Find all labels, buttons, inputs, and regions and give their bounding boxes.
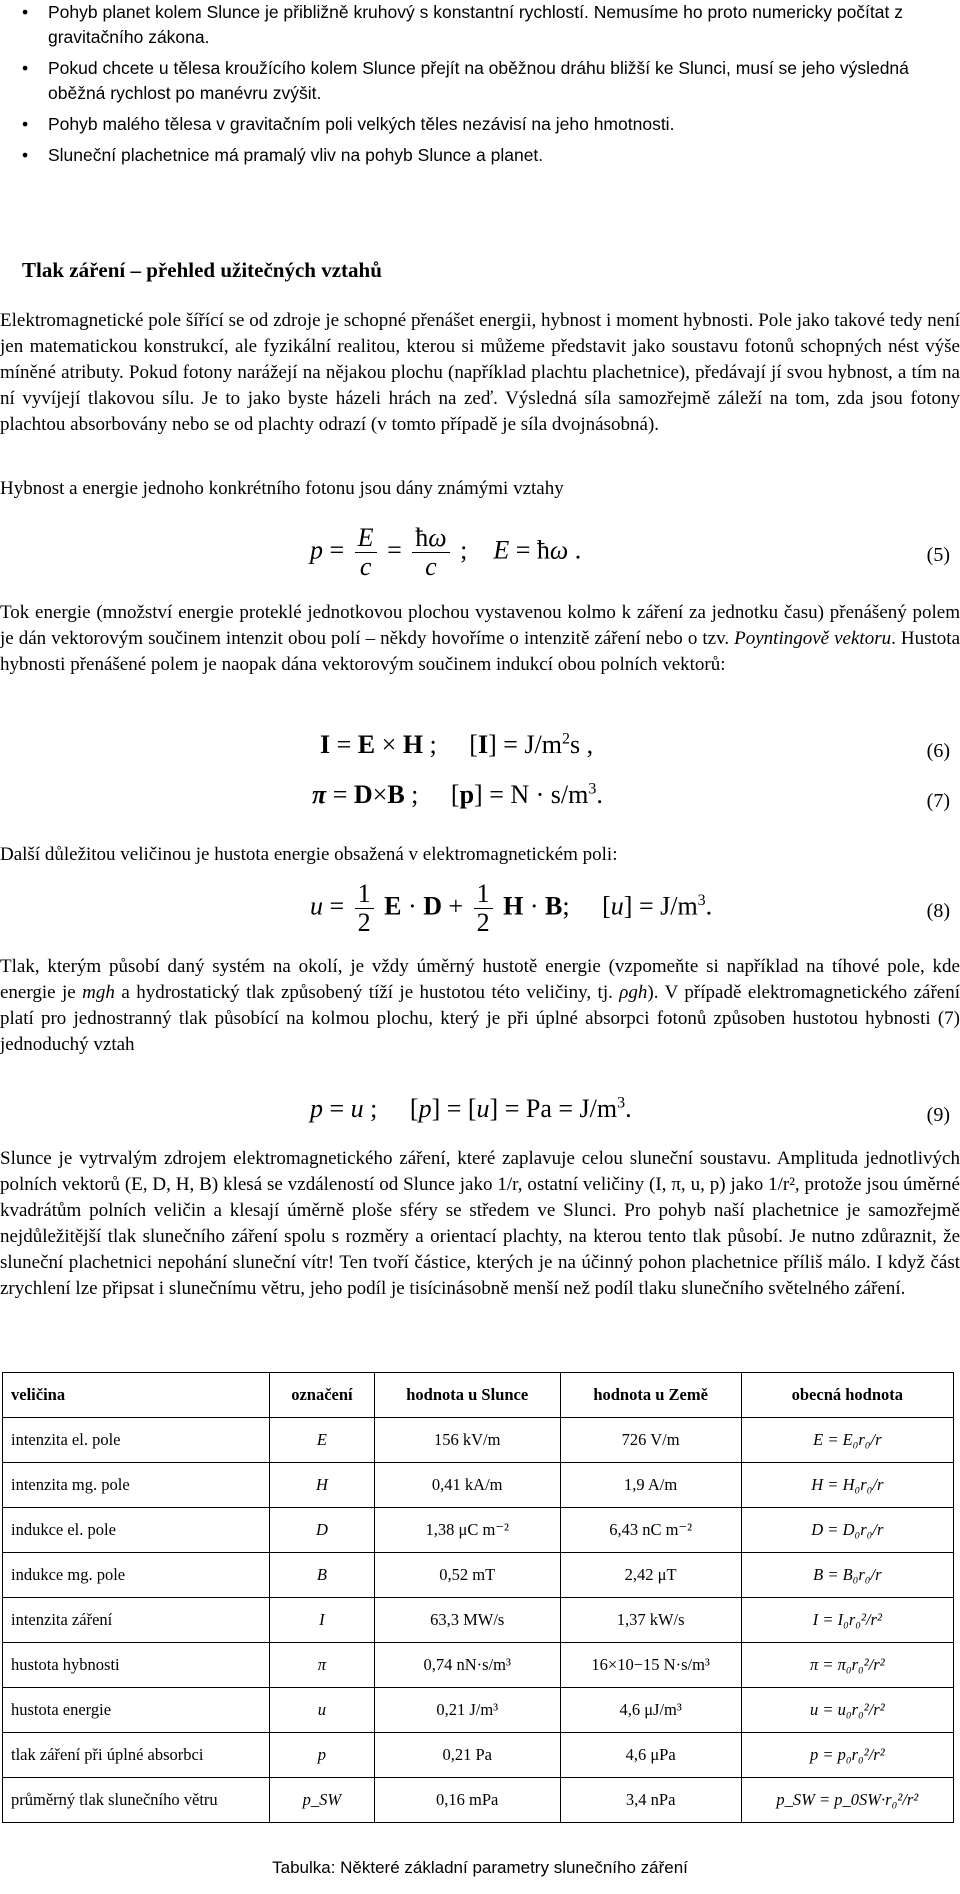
table-cell: indukce el. pole [3, 1508, 270, 1553]
table-cell: 1,38 μC m⁻² [374, 1508, 560, 1553]
equation-6-number: (6) [926, 740, 950, 762]
table-cell: E = E₀r₀/r [741, 1418, 953, 1463]
bullet-item: • Pohyb planet kolem Slunce je přibližně kruhový s konstantní rychlostí. Nemusíme ho proto numericky počítat z gravitačního zákona. [22, 2, 903, 47]
equation-5 [0, 524, 960, 584]
table-cell: u = u₀r₀²/r² [741, 1688, 953, 1733]
table-cell: 0,21 J/m³ [374, 1688, 560, 1733]
table-header-cell: označení [270, 1373, 375, 1418]
table-cell: I = I₀r₀²/r² [741, 1598, 953, 1643]
table-cell: p [270, 1733, 375, 1778]
equation-9-expression: p = u ; $[p] = [u] = Pa = J/m^3$. [310, 1094, 632, 1123]
table-cell: 0,21 Pa [374, 1733, 560, 1778]
table-cell: 4,6 μPa [560, 1733, 741, 1778]
table-cell: hustota hybnosti [3, 1643, 270, 1688]
bullet-item: • Sluneční plachetnice má pramalý vliv na pohyb Slunce a planet. [22, 143, 952, 168]
section-heading: Tlak záření – přehled užitečných vztahů [22, 258, 382, 282]
table-cell: 0,41 kA/m [374, 1463, 560, 1508]
table-header-row [3, 1373, 954, 1418]
table-cell: H [270, 1463, 375, 1508]
table-cell: p_SW [270, 1778, 375, 1823]
table-cell: I [270, 1598, 375, 1643]
table-cell: B [270, 1553, 375, 1598]
bullet-icon: • [22, 114, 29, 134]
table-row [3, 1598, 954, 1643]
paragraph-sun-source: Slunce je vytrvalým zdrojem elektromagnetického záření, které zaplavuje celou sluneční soustavu. Amplituda jednotlivých polních vektorů (E, D, H, B) klesá se vzdáleností od Slunce jako 1/r, ostatní veličiny (I, π, u, p) jako 1/r², protože jsou úměrné kvadrátům polních veličin a klesají úměrně ploše sféry se středem ve Slunci. Pro pohyb naší plachetnice je samozřejmě nejdůležitější tlak slunečního záření spolu s rozměry a orientací plachty, na kterou tento tlak působí. Je nutno zdůraznit, že sluneční plachetnici nepohání sluneční vítr! Ten tvoří částice, kterých je na účinný pohon plachetnice příliš málo. I když část zrychlení lze připsat i slunečnímu větru, jeho podíl je tisícinásobně menší než podíl tlaku slunečního světelného záření. [0, 1148, 960, 1299]
table-row [3, 1508, 954, 1553]
table-cell: 1,37 kW/s [560, 1598, 741, 1643]
table-row [3, 1733, 954, 1778]
table-cell: D = D₀r₀/r [741, 1508, 953, 1553]
table-cell: intenzita mg. pole [3, 1463, 270, 1508]
table-cell: π = π₀r₀²/r² [741, 1643, 953, 1688]
table-row [3, 1778, 954, 1823]
table-cell: 0,52 mT [374, 1553, 560, 1598]
table-caption: Tabulka: Některé základní parametry slunečního záření [272, 1858, 688, 1877]
bullet-item: • Pokud chcete u tělesa kroužícího kolem Slunce přejít na oběžnou dráhu bližší ke Slunci, musí se jeho výsledná oběžná rychlost po manévru zvýšit. [22, 58, 909, 103]
table-cell: 2,42 μT [560, 1553, 741, 1598]
table-row [3, 1463, 954, 1508]
bullet-icon: • [22, 58, 29, 78]
bullet-icon: • [22, 2, 29, 22]
table-cell: tlak záření při úplné absorbci [3, 1733, 270, 1778]
parameters-table [2, 1372, 954, 1823]
table-cell: 1,9 A/m [560, 1463, 741, 1508]
equation-6-expression: I = E × H ; $[I] = J/m^2s$ , [320, 730, 594, 759]
table-cell: 16×10−15 N·s/m³ [560, 1643, 741, 1688]
equation-8 [0, 880, 960, 940]
table-cell: průměrný tlak slunečního větru [3, 1778, 270, 1823]
paragraph-poynting: Tok energie (množství energie proteklé jednotkovou plochou vystavenou kolmo k záření za jednotku času) přenášený polem je dán vektorovým součinem intenzit obou polí – někdy hovoříme o intenzitě záření nebo o tzv. Poyntingově vektoru. Hustota hybnosti přenášené polem je naopak dána vektorovým součinem indukcí obou polních vektorů: [0, 602, 960, 675]
table-cell: D [270, 1508, 375, 1553]
table-cell: B = B₀r₀/r [741, 1553, 953, 1598]
table-header-cell: hodnota u Slunce [374, 1373, 560, 1418]
table-header-cell: veličina [3, 1373, 270, 1418]
equation-7-number: (7) [926, 790, 950, 812]
table-cell: 0,16 mPa [374, 1778, 560, 1823]
table-cell: 4,6 μJ/m³ [560, 1688, 741, 1733]
paragraph-pressure: Tlak, kterým působí daný systém na okolí, je vždy úměrný hustotě energie (vzpomeňte si například na tíhové pole, kde energie je mgh a hydrostatický tlak způsobený tíží je hustotou této veličiny, tj. ρgh). V případě elektromagnetického záření platí pro jednostranný tlak působící na kolmou plochu, který je při úplné absorpci fotonů způsoben hustotou hybnosti (7) jednoduchý vztah [0, 956, 960, 1055]
equation-7-expression: π = D×B ; $[p] = N \cdot s/m^3$. [312, 780, 603, 809]
equation-5-expression: p = $\frac{E}{c}$ = $\frac{ħ\omega}{c}$ ; E = ħω . [310, 523, 582, 581]
table-cell: 156 kV/m [374, 1418, 560, 1463]
table-cell: p_SW = p_0SW·r₀²/r² [741, 1778, 953, 1823]
bullet-icon: • [22, 145, 29, 165]
table-row [3, 1553, 954, 1598]
table-cell: indukce mg. pole [3, 1553, 270, 1598]
table-row [3, 1688, 954, 1733]
paragraph-energy-density: Další důležitou veličinou je hustota energie obsažená v elektromagnetickém poli: [0, 844, 618, 865]
table-header-cell: obecná hodnota [741, 1373, 953, 1418]
table-cell: E [270, 1418, 375, 1463]
paragraph-intro: Elektromagnetické pole šířící se od zdroje je schopné přenášet energii, hybnost i moment hybnosti. Pole jako takové tedy není jen matematickou konstrukcí, ale fyzikální realitou, kterou si můžeme představit jako soustavu fotonů schopných nést výše míněné atributy. Pokud fotony narážejí na nějakou plochu (například plachtu plachetnice), předávají jí svou hybnost, a tím na ní vyvíjejí tlakovou sílu. Je to jako byste házeli hrách na zeď. Výsledná síla samozřejmě záleží na tom, zda jsou fotony plachtou absorbovány nebo se od plachty odrazí (v tomto případě je síla dvojnásobná). [0, 310, 960, 435]
table-cell: intenzita záření [3, 1598, 270, 1643]
equation-9 [0, 1086, 960, 1146]
table-row [3, 1418, 954, 1463]
paragraph-photon: Hybnost a energie jednoho konkrétního fotonu jsou dány známými vztahy [0, 478, 564, 499]
table-cell: 726 V/m [560, 1418, 741, 1463]
table-cell: p = p₀r₀²/r² [741, 1733, 953, 1778]
table-cell: 3,4 nPa [560, 1778, 741, 1823]
table-cell: intenzita el. pole [3, 1418, 270, 1463]
bullet-item: • Pohyb malého tělesa v gravitačním poli velkých těles nezávisí na jeho hmotnosti. [22, 112, 952, 137]
equation-5-number: (5) [926, 544, 950, 566]
equation-8-number: (8) [926, 900, 950, 922]
table-cell: 6,43 nC m⁻² [560, 1508, 741, 1553]
table-header-cell: hodnota u Země [560, 1373, 741, 1418]
bullet-list [22, 0, 952, 174]
table-row [3, 1643, 954, 1688]
table-cell: π [270, 1643, 375, 1688]
equation-7 [0, 770, 960, 830]
equation-9-number: (9) [926, 1104, 950, 1126]
table-cell: H = H₀r₀/r [741, 1463, 953, 1508]
table-cell: 63,3 MW/s [374, 1598, 560, 1643]
table-cell: hustota energie [3, 1688, 270, 1733]
table-cell: 0,74 nN·s/m³ [374, 1643, 560, 1688]
equation-8-expression: u = $\frac{1}{2}$ E · D + $\frac{1}{2}$ H · B; $[u] = J/m^3$. [310, 879, 713, 937]
table-cell: u [270, 1688, 375, 1733]
